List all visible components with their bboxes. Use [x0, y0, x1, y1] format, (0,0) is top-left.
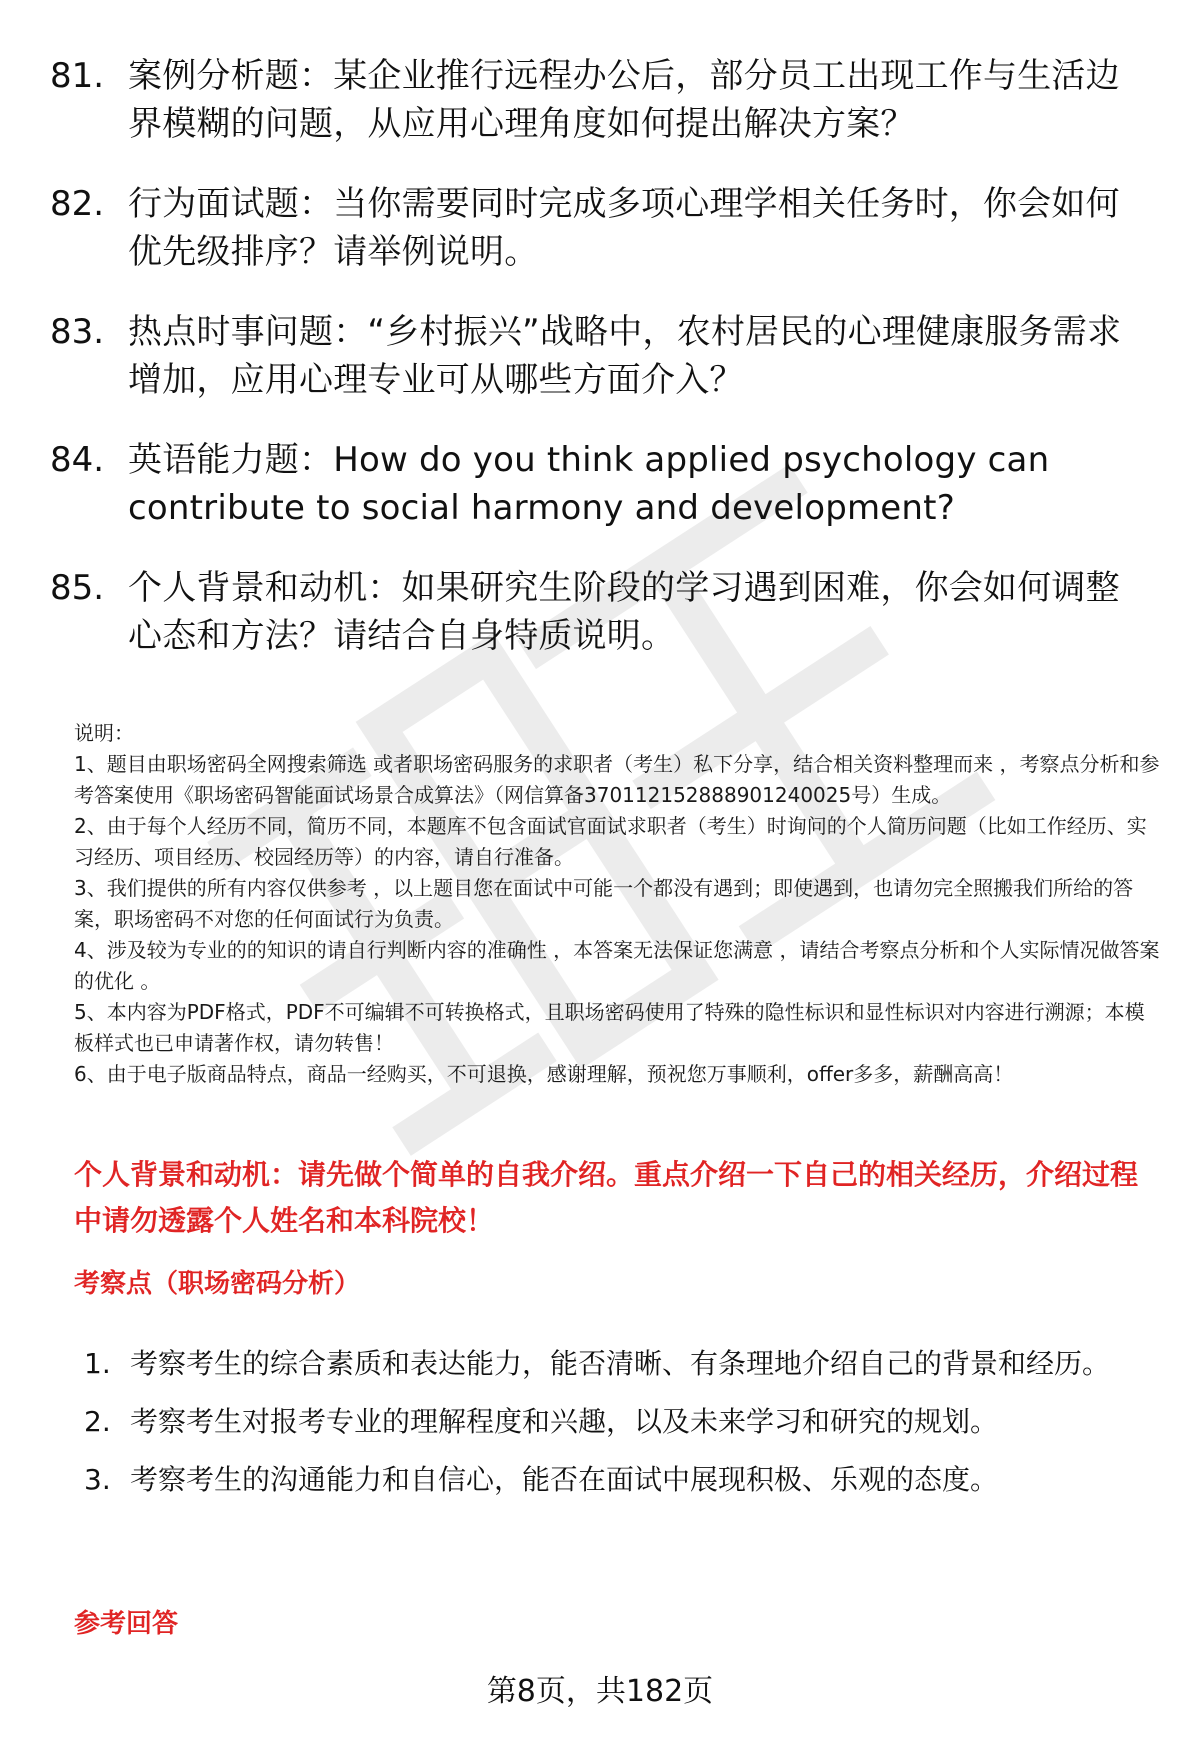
question-number: 85.: [50, 568, 105, 608]
answer-title: 参考回答: [74, 1609, 179, 1639]
question-item: [50, 564, 1150, 660]
notes-title: 说明：: [74, 721, 134, 745]
analysis-point: [84, 1451, 1144, 1509]
analysis-title: 考察点（职场密码分析）: [74, 1269, 361, 1299]
question-item: [50, 52, 1150, 148]
note-item: 1、题目由职场密码全网搜索筛选 或者职场密码服务的求职者（考生）私下分享，结合相关资料整理而来 ，考察点分析和参考答案使用《职场密码智能面试场景合成算法》（网信算备370112152888901240025号）生成。: [74, 752, 1160, 807]
current-question-heading: 个人背景和动机：请先做个简单的自我介绍。重点介绍一下自己的相关经历，介绍过程中请勿透露个人姓名和本科院校！: [74, 1158, 1139, 1237]
question-number: 82.: [50, 184, 105, 224]
question-text: 热点时事问题：“乡村振兴”战略中，农村居民的心理健康服务需求增加，应用心理专业可从哪些方面介入？: [128, 312, 1122, 400]
question-item: [50, 308, 1150, 404]
question-item: [50, 180, 1150, 276]
note-item: 5、本内容为PDF格式，PDF不可编辑不可转换格式，且职场密码使用了特殊的隐性标识和显性标识对内容进行溯源；本模板样式也已申请著作权，请勿转售！: [74, 1000, 1145, 1055]
question-number: 84.: [50, 440, 105, 480]
note-item: 4、涉及较为专业的的知识的请自行判断内容的准确性 ，本答案无法保证您满意 ，请结合考察点分析和个人实际情况做答案的优化 。: [74, 938, 1160, 993]
point-text: 考察考生对报考专业的理解程度和兴趣，以及未来学习和研究的规划。: [130, 1405, 999, 1438]
page-footer: 第8页，共182页: [486, 1674, 714, 1709]
note-item: 6、由于电子版商品特点，商品一经购买，不可退换，感谢理解，预祝您万事顺利，offer多多，薪酬高高！: [74, 1062, 1014, 1086]
question-item: [50, 436, 1150, 532]
note-item: 2、由于每个人经历不同，简历不同，本题库不包含面试官面试求职者（考生）时询问的个人简历问题（比如工作经历、实习经历、项目经历、校园经历等）的内容，请自行准备。: [74, 814, 1147, 869]
analysis-points: [84, 1335, 1144, 1509]
point-number: 2.: [84, 1405, 111, 1438]
point-text: 考察考生的综合素质和表达能力，能否清晰、有条理地介绍自己的背景和经历。: [130, 1347, 1111, 1380]
question-text: 行为面试题：当你需要同时完成多项心理学相关任务时，你会如何优先级排序？请举例说明。: [128, 184, 1120, 272]
question-list: [50, 52, 1150, 692]
question-text: 案例分析题：某企业推行远程办公后，部分员工出现工作与生活边界模糊的问题，从应用心理角度如何提出解决方案？: [128, 56, 1120, 144]
question-number: 81.: [50, 56, 105, 96]
analysis-point: [84, 1335, 1144, 1393]
question-number: 83.: [50, 312, 105, 352]
point-number: 3.: [84, 1463, 111, 1496]
point-text: 考察考生的沟通能力和自信心，能否在面试中展现积极、乐观的态度。: [130, 1463, 999, 1496]
question-text: 个人背景和动机：如果研究生阶段的学习遇到困难，你会如何调整心态和方法？请结合自身特质说明。: [128, 568, 1120, 656]
note-item: 3、我们提供的所有内容仅供参考 ，以上题目您在面试中可能一个都没有遇到；即使遇到，也请勿完全照搬我们所给的答案，职场密码不对您的任何面试行为负责。: [74, 876, 1134, 931]
disclaimer-notes: [74, 718, 1164, 1090]
question-text: 英语能力题：How do you think applied psychology can contribute to social harmony and development?: [128, 440, 1050, 528]
point-number: 1.: [84, 1347, 111, 1380]
analysis-point: [84, 1393, 1144, 1451]
